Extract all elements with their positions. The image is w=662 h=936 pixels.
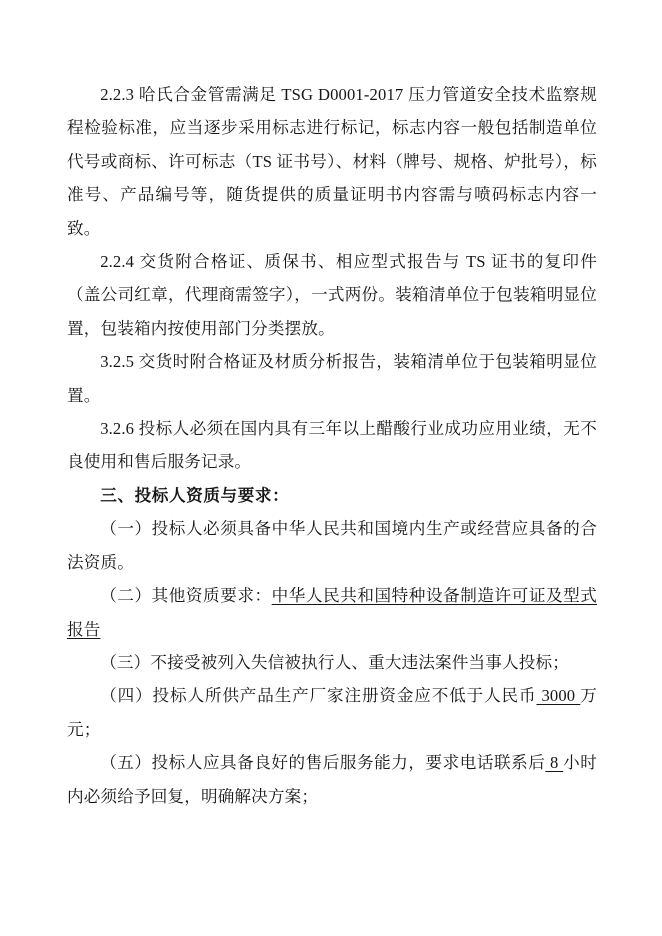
qualification-item-5-suffix: 小时内必须给予回复，明确解决方案； xyxy=(67,753,598,806)
paragraph-clause-2-2-3: 2.2.3 哈氏合金管需满足 TSG D0001-2017 压力管道安全技术监察规程检验标准，应当逐步采用标志进行标记，标志内容一般包括制造单位代号或商标、许可标志（TS 证书号）、材料（牌号、规格、炉批号），标准号、产品编号等，随货提供的质量证明书内容需与喷码标志内容一致。 xyxy=(67,85,597,238)
paragraph-qualification-item-1: （一）投标人必须具备中华人民共和国境内生产或经营应具备的合法资质。 xyxy=(67,519,597,572)
paragraph-qualification-item-5 xyxy=(67,746,597,813)
paragraph-qualification-item-2 xyxy=(67,579,597,646)
paragraph-qualification-item-3: （三）不接受被列入失信被执行人、重大违法案件当事人投标； xyxy=(100,652,570,672)
qualification-item-4-prefix: （四）投标人所供产品生产厂家注册资金应不低于人民币 xyxy=(100,686,537,706)
response-hours-blank-value: 8 xyxy=(545,753,564,773)
paragraph-qualification-item-4 xyxy=(67,679,597,746)
paragraph-clause-2-2-4: 2.2.4 交货附合格证、质保书、相应型式报告与 TS 证书的复印件（盖公司红章，代理商需签字），一式两份。装箱清单位于包装箱明显位置，包装箱内按使用部门分类摆放。 xyxy=(67,252,597,338)
registered-capital-blank-value: 3000 xyxy=(536,686,581,706)
qualification-item-2-underlined-requirement: 中华人民共和国特种设备制造许可证及型式报告 xyxy=(67,586,597,639)
qualification-item-5-prefix: （五）投标人应具备良好的售后服务能力，要求电话联系后 xyxy=(100,753,546,773)
qualification-item-4-suffix: 万元； xyxy=(67,686,598,739)
paragraph-clause-3-2-5: 3.2.5 交货时附合格证及材质分析报告，装箱清单位于包装箱明显位置。 xyxy=(67,352,597,405)
qualification-item-2-prefix: （二）其他资质要求： xyxy=(100,586,272,606)
document-text-body xyxy=(67,78,597,813)
paragraph-clause-3-2-6: 3.2.6 投标人必须在国内具有三年以上醋酸行业成功应用业绩，无不良使用和售后服务记录。 xyxy=(67,419,597,472)
section-heading-bidder-qualifications: 三、投标人资质与要求： xyxy=(100,485,290,505)
